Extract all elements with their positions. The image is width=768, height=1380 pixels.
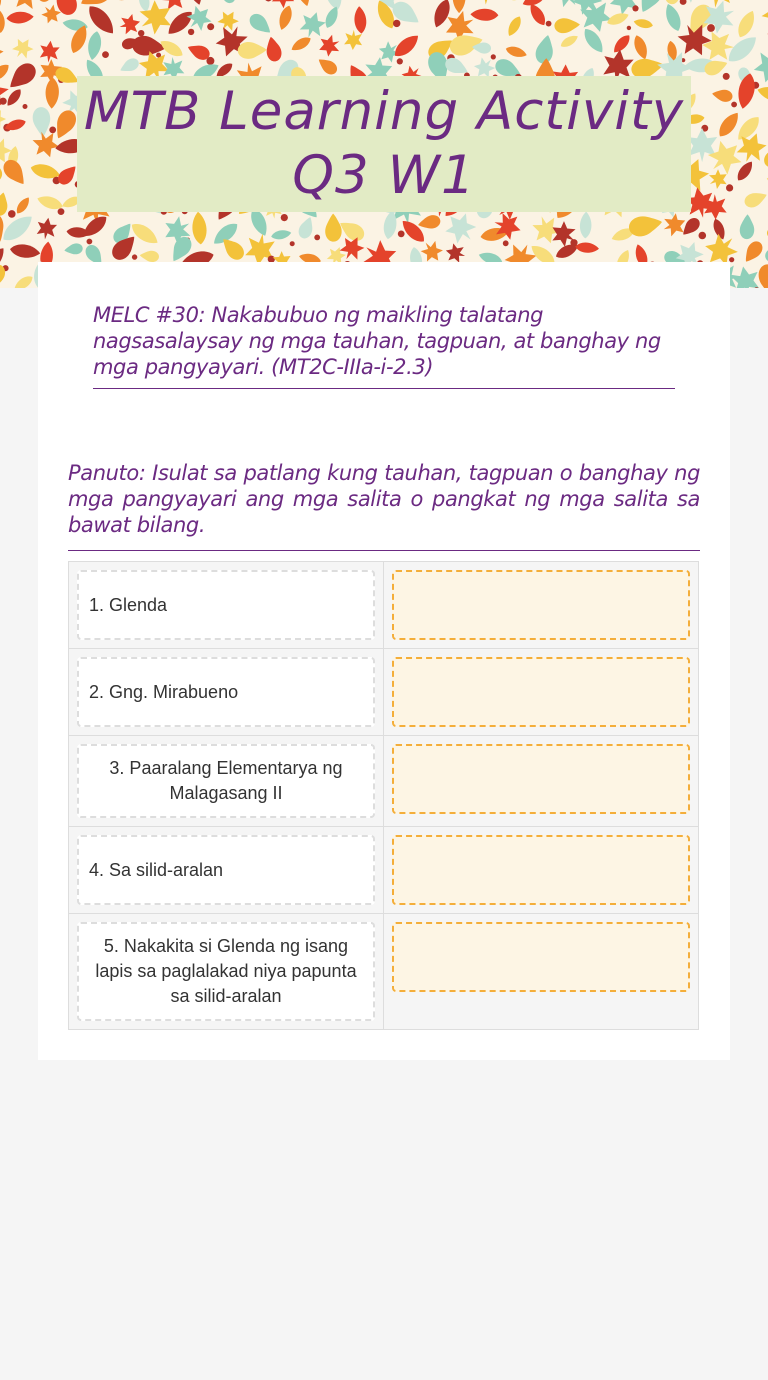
leaf-decoration xyxy=(742,188,768,209)
leaf-decoration xyxy=(264,35,283,62)
berry-decoration xyxy=(503,240,509,246)
leaf-decoration xyxy=(246,11,274,38)
leaf-decoration xyxy=(131,35,166,58)
melc-text: MELC #30: Nakabubuo ng maikling talatang nagsasalaysay ng mga tauhan, tagpuan, at banghay ng mga pangyayari. (MT2C-IIIa-i-2.3) xyxy=(93,302,675,389)
leaf-decoration xyxy=(45,77,59,109)
leaf-decoration xyxy=(763,244,768,265)
leaf-decoration xyxy=(30,128,61,161)
berry-decoration xyxy=(398,231,405,238)
table-row xyxy=(69,649,699,736)
leaf-decoration xyxy=(4,59,40,94)
leaf-decoration xyxy=(0,211,37,246)
leaf-decoration xyxy=(633,17,654,29)
leaf-decoration xyxy=(580,25,607,56)
berry-decoration xyxy=(731,102,737,108)
berry-decoration xyxy=(726,184,733,191)
berry-decoration xyxy=(680,0,687,5)
leaf-decoration xyxy=(270,228,292,240)
berry-decoration xyxy=(102,51,109,58)
berry-decoration xyxy=(290,241,295,246)
item-card-1: 1. Glenda xyxy=(77,570,375,640)
berry-decoration xyxy=(87,239,93,245)
leaf-decoration xyxy=(315,32,343,58)
leaf-decoration xyxy=(559,33,580,50)
leaf-decoration xyxy=(64,243,84,256)
leaf-decoration xyxy=(297,9,328,41)
berry-decoration xyxy=(546,21,552,27)
title-box xyxy=(77,76,691,212)
leaf-decoration xyxy=(634,0,666,16)
berry-decoration xyxy=(207,23,214,30)
leaf-decoration xyxy=(725,0,758,1)
leaf-decoration xyxy=(139,250,159,263)
leaf-decoration xyxy=(758,0,768,33)
leaf-decoration xyxy=(35,216,58,241)
leaf-decoration xyxy=(724,32,761,67)
berry-decoration xyxy=(8,210,16,218)
leaf-decoration xyxy=(39,40,61,64)
leaf-decoration xyxy=(344,29,363,50)
leaf-decoration xyxy=(353,6,367,34)
leaf-decoration xyxy=(191,211,208,245)
leaf-decoration xyxy=(118,56,141,76)
item-card-2: 2. Gng. Mirabueno xyxy=(77,657,375,727)
leaf-decoration xyxy=(740,238,765,265)
leaf-decoration xyxy=(107,0,134,2)
leaf-decoration xyxy=(50,107,79,142)
page-title: MTB Learning Activity Q3 W1 xyxy=(83,81,685,206)
leaf-decoration xyxy=(297,0,312,7)
leaf-decoration xyxy=(470,8,498,21)
berry-decoration xyxy=(491,54,496,59)
berry-decoration xyxy=(314,235,320,241)
leaf-decoration xyxy=(325,213,342,241)
instructions-text: Panuto: Isulat sa patlang kung tauhan, tagpuan o banghay ng mga pangyayari ang mga salita o pangkat ng mga salita sa bawat bilang. xyxy=(68,460,700,551)
table-row xyxy=(69,562,699,649)
worksheet-card xyxy=(38,262,730,1060)
berry-decoration xyxy=(49,126,56,133)
leaf-decoration xyxy=(297,215,317,240)
item-card-4: 4. Sa silid-aralan xyxy=(77,835,375,905)
table-row xyxy=(69,914,699,1030)
leaf-decoration xyxy=(505,14,524,38)
berry-decoration xyxy=(138,30,144,36)
berry-decoration xyxy=(206,57,214,65)
leaf-decoration xyxy=(417,214,442,232)
berry-decoration xyxy=(265,0,272,2)
leaf-decoration xyxy=(472,0,501,5)
leaf-decoration xyxy=(430,0,453,30)
leaf-decoration xyxy=(315,55,340,78)
leaf-decoration xyxy=(575,242,600,254)
leaf-decoration xyxy=(554,17,580,34)
leaf-decoration xyxy=(289,34,313,54)
leaf-decoration xyxy=(611,32,633,55)
leaf-decoration xyxy=(757,263,768,288)
leaf-decoration xyxy=(239,0,277,6)
item-card-3: 3. Paaralang Elementarya ng Malagasang II xyxy=(77,744,375,818)
berry-decoration xyxy=(132,254,137,259)
leaf-decoration xyxy=(35,0,58,4)
leaf-decoration xyxy=(14,195,32,216)
table-row xyxy=(69,827,699,914)
berry-decoration xyxy=(393,20,400,27)
leaf-decoration xyxy=(0,9,6,34)
berry-decoration xyxy=(723,73,730,80)
leaf-decoration xyxy=(9,34,36,62)
leaf-decoration xyxy=(504,44,528,59)
leaf-decoration xyxy=(0,163,3,184)
item-card-5: 5. Nakakita si Glenda ng isang lapis sa paglalakad niya papunta sa silid-aralan xyxy=(77,922,375,1021)
leaf-decoration xyxy=(9,0,43,11)
leaf-decoration xyxy=(0,36,5,69)
leaf-decoration xyxy=(665,0,680,4)
leaf-decoration xyxy=(217,0,238,5)
leaf-decoration xyxy=(660,211,689,239)
leaf-decoration xyxy=(215,7,242,35)
berry-decoration xyxy=(188,29,194,35)
leaf-decoration xyxy=(237,41,266,59)
berry-decoration xyxy=(0,98,7,105)
leaf-decoration xyxy=(739,214,754,239)
leaf-decoration xyxy=(86,30,103,61)
leaf-decoration xyxy=(734,8,758,40)
berry-decoration xyxy=(707,24,715,32)
leaf-decoration xyxy=(662,2,684,33)
leaf-decoration xyxy=(453,0,466,13)
leaf-decoration xyxy=(735,72,758,111)
leaf-decoration xyxy=(9,243,41,260)
leaf-decoration xyxy=(12,273,36,288)
leaf-decoration xyxy=(426,0,446,2)
berry-decoration xyxy=(58,208,65,215)
answer-field-2[interactable] xyxy=(392,657,690,727)
berry-decoration xyxy=(281,214,288,221)
answer-field-1[interactable] xyxy=(392,570,690,640)
leaf-decoration xyxy=(6,11,34,25)
leaf-decoration xyxy=(631,33,650,61)
berry-decoration xyxy=(632,5,638,11)
table-row xyxy=(69,736,699,827)
berry-decoration xyxy=(397,58,403,64)
answer-field-4[interactable] xyxy=(392,835,690,905)
leaf-decoration xyxy=(711,88,733,103)
leaf-decoration xyxy=(84,1,119,38)
berry-decoration xyxy=(23,104,28,109)
berry-decoration xyxy=(699,232,707,240)
leaf-decoration xyxy=(276,4,294,32)
matching-table xyxy=(68,561,699,1030)
leaf-decoration xyxy=(0,61,12,85)
berry-decoration xyxy=(627,26,631,30)
leaf-decoration xyxy=(763,0,768,11)
leaf-decoration xyxy=(579,211,591,238)
leaf-decoration xyxy=(186,0,206,7)
leaf-decoration xyxy=(733,113,763,144)
leaf-decoration xyxy=(763,27,768,55)
leaf-decoration xyxy=(0,0,5,10)
leaf-decoration xyxy=(267,0,299,11)
answer-field-5[interactable] xyxy=(392,922,690,992)
leaf-decoration xyxy=(627,212,664,238)
answer-field-3[interactable] xyxy=(392,744,690,814)
